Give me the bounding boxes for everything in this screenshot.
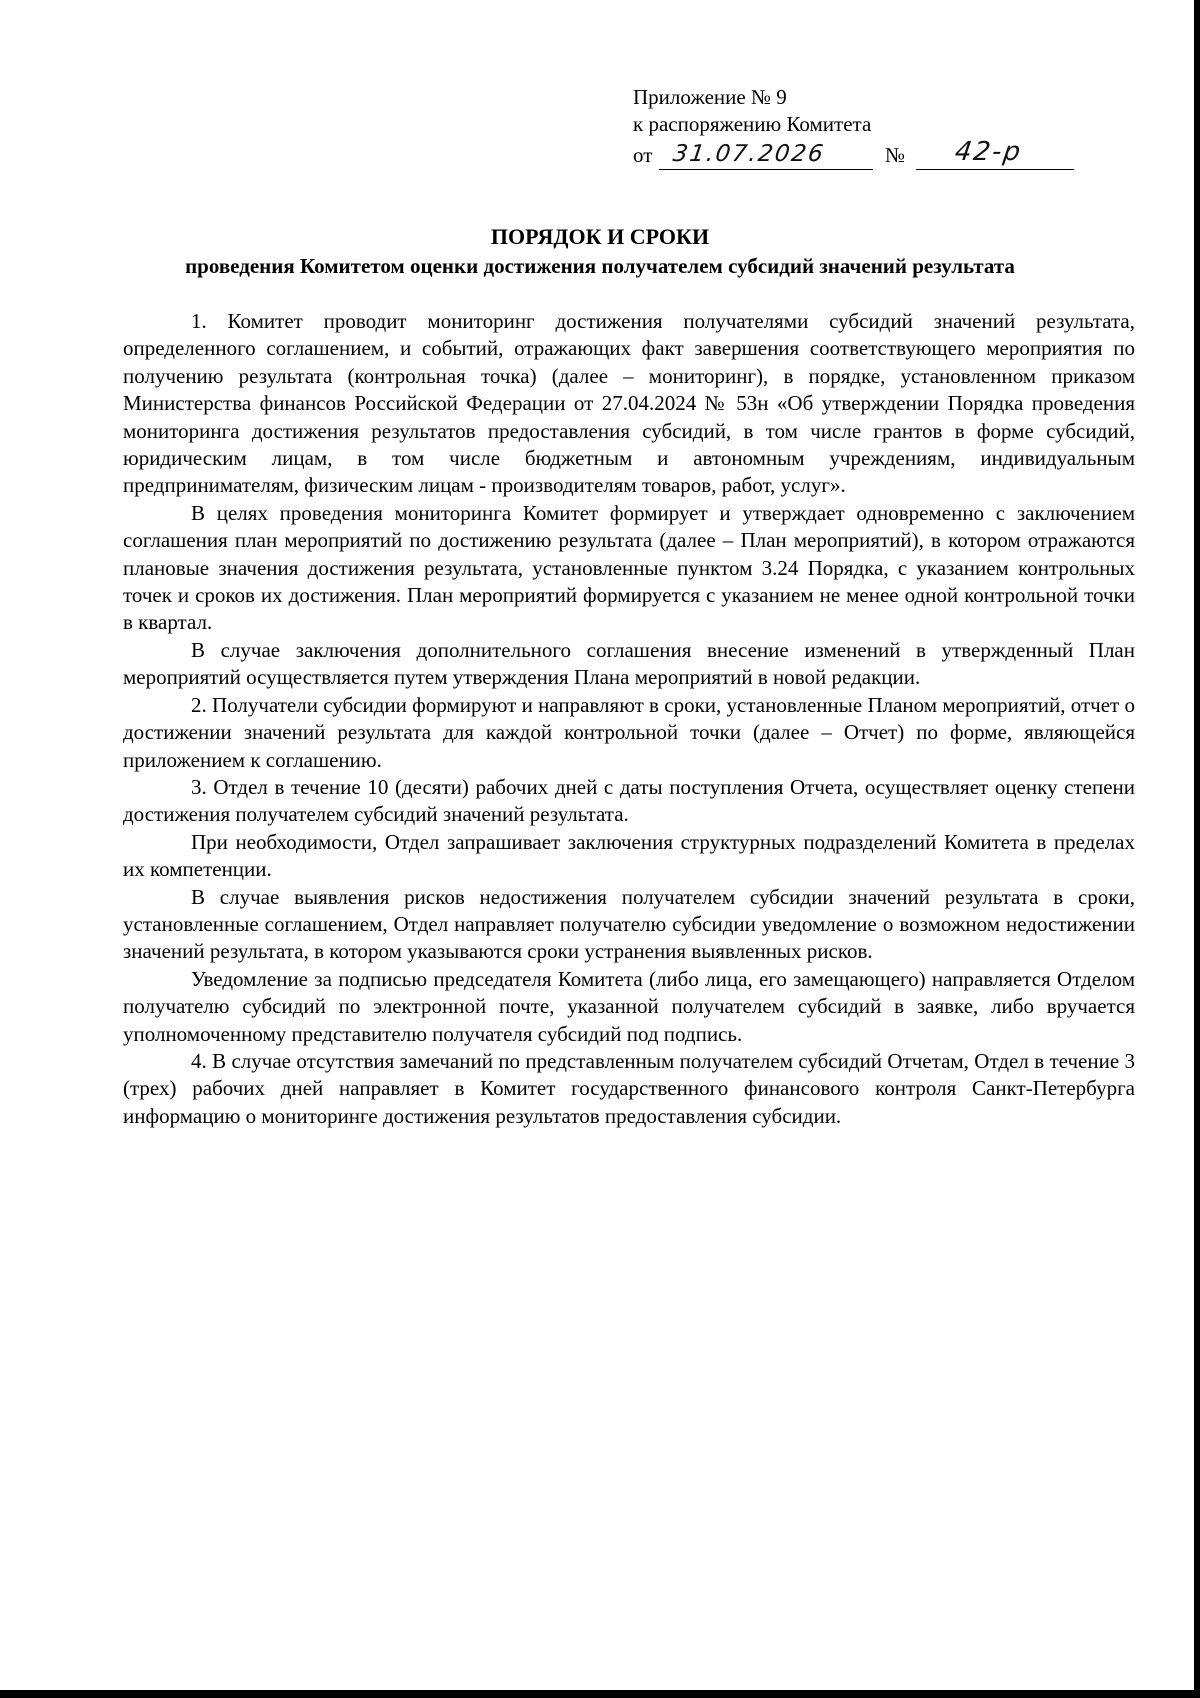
handwritten-number: 42-р <box>952 137 1025 167</box>
scan-edge-right <box>1194 0 1200 1698</box>
date-underline <box>659 169 873 170</box>
number-underline <box>916 169 1074 170</box>
document-body <box>123 308 1135 1130</box>
paragraph-7: В случае выявления рисков недостижения получателем субсидии значений результата в сроки, установленные соглашением, Отдел направляет получателю субсидии уведомление о возможном недостижении значений результата, в котором указываются сроки устранения выявленных рисков. <box>123 884 1135 964</box>
scan-edge-bottom <box>0 1690 1200 1698</box>
paragraph-5: 3. Отдел в течение 10 (десяти) рабочих дней с даты поступления Отчета, осуществляет оценку степени достижения получателем субсидий значений результата. <box>123 774 1135 827</box>
paragraph-6: При необходимости, Отдел запрашивает заключения структурных подразделений Комитета в пределах их компетенции. <box>123 829 1135 882</box>
appendix-date-number-row <box>633 138 1093 172</box>
appendix-header <box>633 84 1093 172</box>
paragraph-1: 1. Комитет проводит мониторинг достижения получателями субсидий значений результата, определенного соглашением, и событий, отражающих факт завершения соответствующего мероприятия по получению результата (контрольная точка) (далее – мониторинг), в порядке, установленном приказом Министерства финансов Российской Федерации от 27.04.2024 № 53н «Об утверждении Порядка проведения мониторинга достижения результатов предоставления субсидий, в том числе грантов в форме субсидий, юридическим лицам, в том числе бюджетным и автономным учреждениям, индивидуальным предпринимателям, физическим лицам - производителям товаров, работ, услуг». <box>123 309 1135 498</box>
paragraph-2: В целях проведения мониторинга Комитет формирует и утверждает одновременно с заключением соглашения план мероприятий по достижению результата (далее – План мероприятий), в котором отражаются плановые значения достижения результата, установленные пунктом 3.24 Порядка, с указанием контрольных точек и сроков их достижения. План мероприятий формируется с указанием не менее одной контрольной точки в квартал. <box>123 500 1135 635</box>
from-label: от <box>633 143 653 167</box>
paragraph-8: Уведомление за подписью председателя Комитета (либо лица, его замещающего) направляется Отделом получателю субсидий по электронной почте, указанной получателем субсидий в заявке, либо вручается уполномоченному представителю получателя субсидий под подпись. <box>123 966 1135 1046</box>
paragraph-9: 4. В случае отсутствия замечаний по представленным получателем субсидий Отчетам, Отдел в течение 3 (трех) рабочих дней направляет в Комитет государственного финансового контроля Санкт-Петербурга информацию о мониторинге достижения результатов предоставления субсидии. <box>123 1048 1135 1128</box>
paragraph-4: 2. Получатели субсидии формируют и направляют в сроки, установленные Планом мероприятий, отчет о достижении значений результата для каждой контрольной точки (далее – Отчет) по форме, являющейся приложением к соглашению. <box>123 692 1135 772</box>
document-title: ПОРЯДОК И СРОКИ <box>490 224 710 249</box>
appendix-number: Приложение № 9 <box>633 85 787 109</box>
paragraph-3: В случае заключения дополнительного соглашения внесение изменений в утвержденный План мероприятий осуществляется путем утверждения Плана мероприятий в новой редакции. <box>123 637 1135 690</box>
number-label: № <box>885 143 906 167</box>
appendix-reference: к распоряжению Комитета <box>633 112 872 136</box>
handwritten-date: 31.07.2026 <box>671 141 827 167</box>
document-subtitle: проведения Комитетом оценки достижения получателем субсидий значений результата <box>185 254 1015 278</box>
